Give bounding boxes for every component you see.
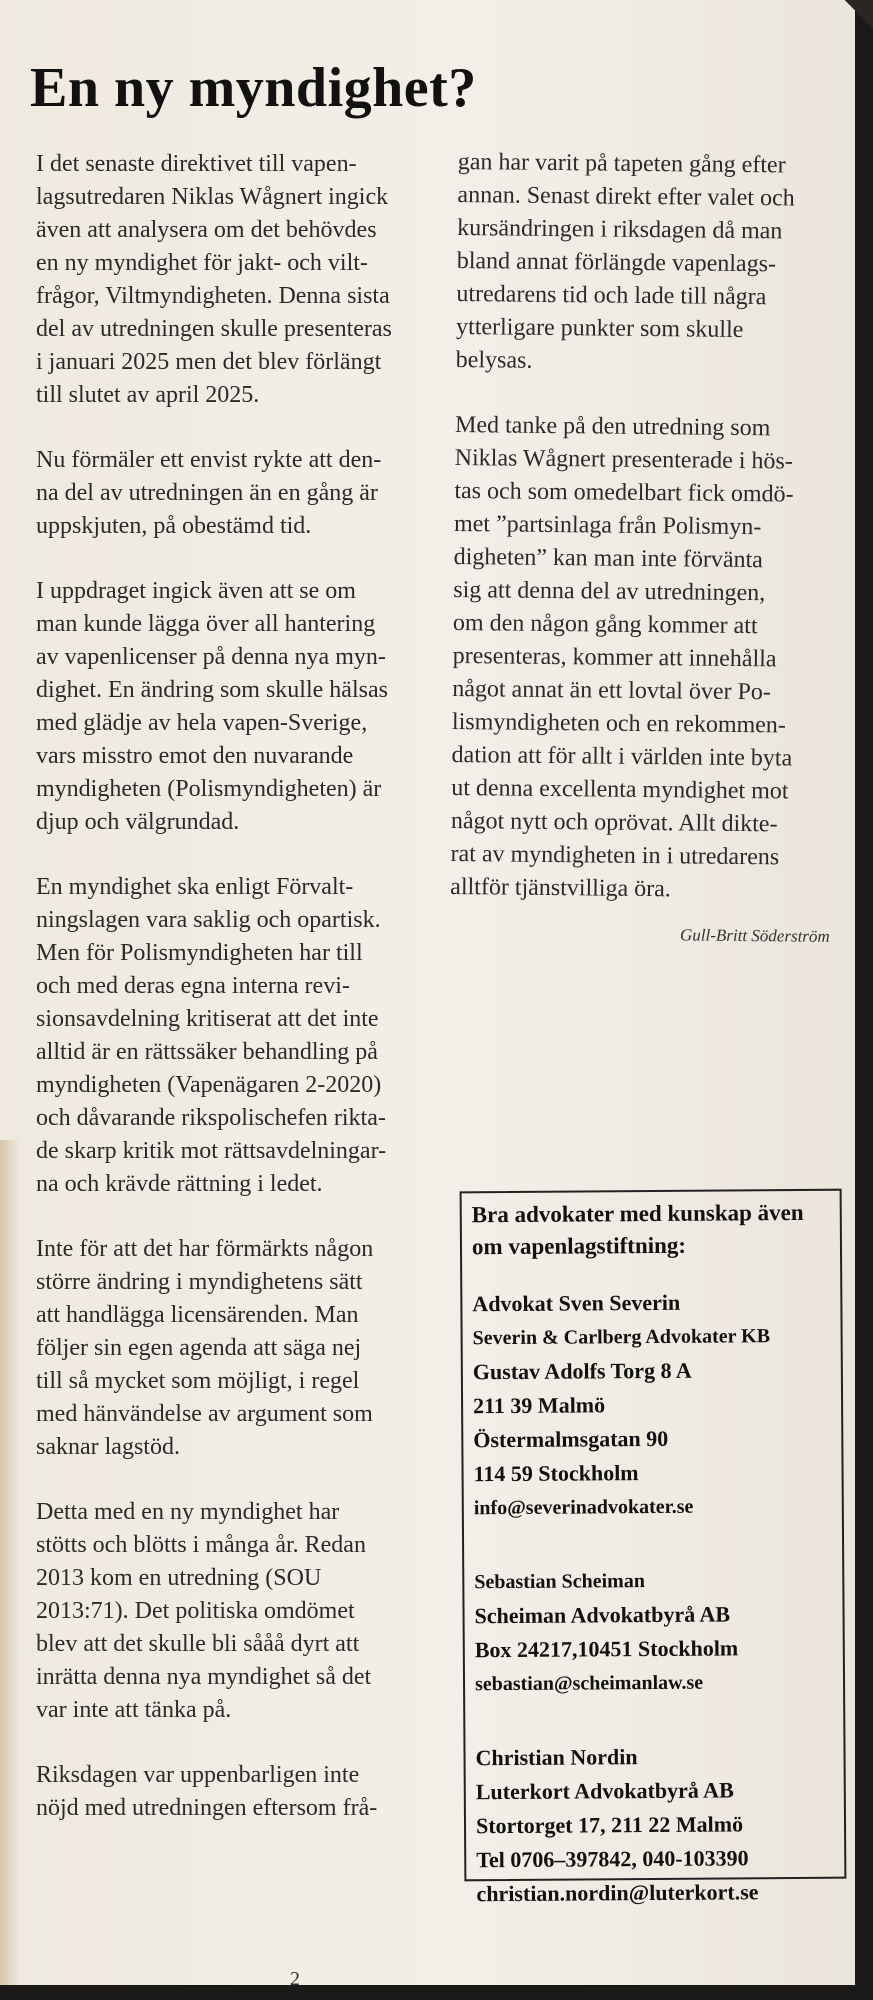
address-line: Box 24217,10451 Stockholm [474,1635,739,1663]
paragraph: Inte för att det har förmärkts någon större ändring i myndighetens sätt att handlägga licensärenden. Man följer sin egen agenda att säga nej till så mycket som möjligt, i regel med hänvändelse av argument som saknar lagstöd. [36,1236,374,1460]
address-line: 114 59 Stockholm [473,1460,639,1487]
lawyer-name: Sebastian Scheiman [474,1570,645,1594]
paragraph: I uppdraget ingick även att se om man kunde lägga över all hantering av vapenlicenser på denna nya myn- dighet. En ändring som skulle hälsas med glädje av hela vapen-Sverige, vars misstro emot den nuvarande myndigheten (Polismyndigheten) är djup och välgrundad. [36,578,388,835]
paragraph: En myndighet ska enligt Förvalt- ningslagen vara saklig och opartisk. Men för Polismyndigheten har till och med deras egna interna revi- sionsavdelning kritiserat att det inte alltid är en rättssäker behandling på myndigheten (Vapenägaren 2-2020) och dåvarande rikspolischefen rikta- de skarp kritik mot rättsavdelningar- na och krävde rättning i ledet. [36,874,387,1197]
article-title: En ny myndighet? [30,57,477,119]
law-firm-name: Severin & Carlberg Advokater KB [472,1325,771,1350]
address-line: Gustav Adolfs Torg 8 A [472,1357,692,1385]
ad-header: Bra advokater med kunskap även om vapenlagstiftning: [471,1199,804,1260]
paragraph: Riksdagen var uppenbarligen inte nöjd med utredningen eftersom frå- [36,1762,378,1821]
paragraph: Detta med en ny myndighet har stötts och blötts i många år. Redan 2013 kom en utredning (SOU 2013:71). Det politiska omdömet blev att det skulle bli sååå dyrt att inrätta denna nya myndighet så det var inte att tänka på. [36,1499,372,1723]
address-line: Stortorget 17, 211 22 Malmö [475,1811,744,1839]
email-address: sebastian@scheimanlaw.se [474,1671,704,1696]
page-number: 2 [290,1968,300,1985]
lawyer-entry [472,1285,832,1525]
law-firm-name: Luterkort Advokatbyrå AB [475,1777,734,1805]
paragraph: Nu förmäler ett envist rykte att den- na del av utredningen än en gång är uppskjuten, på obestämd tid. [36,447,382,539]
paragraph: I det senaste direktivet till vapen- lagsutredaren Niklas Wågnert ingick även att analysera om det behövdes en ny myndighet för jakt- och vilt- frågor, Viltmyndigheten. Denna sista del av utredningen skulle presenteras i januari 2025 men det blev förlängt till slutet av april 2025. [36,151,392,408]
email-address: info@severinadvokater.se [473,1495,694,1520]
lawyer-name: Advokat Sven Severin [472,1289,681,1317]
address-line: Östermalmsgatan 90 [473,1425,669,1453]
lawyer-name: Christian Nordin [475,1744,638,1771]
page-edge-shadow [0,1140,20,1985]
lawyer-entry [475,1739,834,1911]
address-line: 211 39 Malmö [473,1392,606,1419]
article-column-right [450,146,850,953]
author-signature: Gull-Britt Söderström [679,925,830,946]
paragraph: Med tanke på den utredning som Niklas Wågnert presenterade i hös- tas och som omedelbart fick omdö- met ”partsinlaga från Polismyn- digheten” kan man inte förvänta sig att denna del av utredningen, om den någon gång kommer att presenteras, kommer att innehålla något annat än ett lovtal över Po- lismyndigheten och en rekommen- dation att för allt i världen inte byta ut denna excellenta myndighet mot något nytt och oprövat. Allt dikte- rat av myndigheten in i utredarens alltför tjänstvilliga öra. [450,411,794,903]
email-address: christian.nordin@luterkort.se [476,1879,759,1907]
lawyer-advertisement-box [460,1189,847,1907]
background-edge [0,1985,873,2000]
law-firm-name: Scheiman Advokatbyrå AB [474,1601,731,1629]
lawyer-entry [474,1563,833,1701]
paragraph: gan har varit på tapeten gång efter annan. Senast direkt efter valet och kursändringen i riksdagen då man bland annat förlängde vapenlags- utredarens tid och lade till några ytterligare punkter som skulle belysas. [455,148,795,374]
article-column-left [36,148,446,1857]
phone-line: Tel 0706–397842, 040-103390 [476,1845,749,1873]
page-corner-shadow [833,0,873,30]
